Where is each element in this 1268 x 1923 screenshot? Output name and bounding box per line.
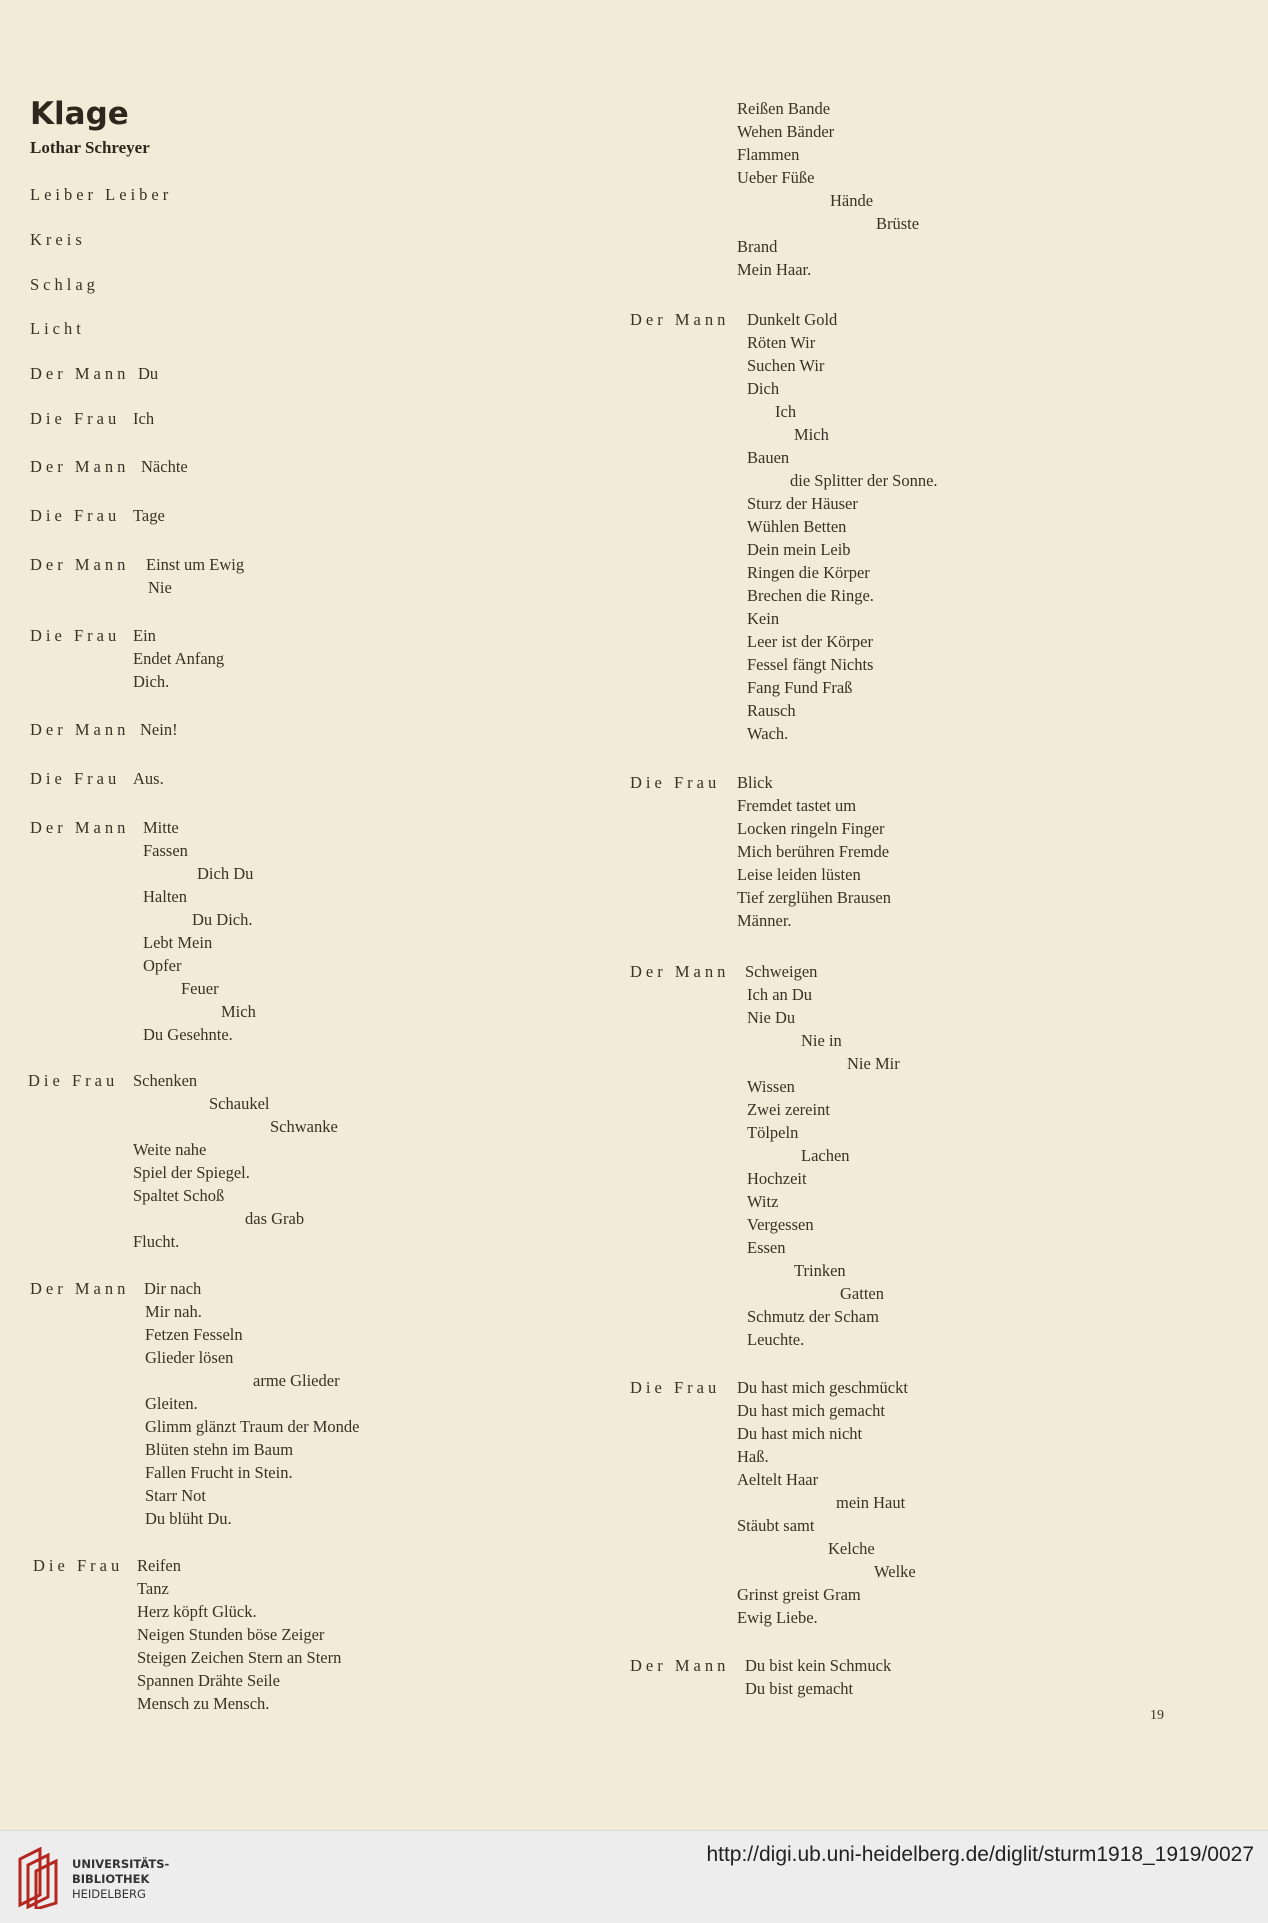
verse-line: Nie in bbox=[801, 1031, 842, 1050]
verse-line: Tief zerglühen Brausen bbox=[737, 888, 891, 907]
verse-line: Wach. bbox=[747, 724, 789, 743]
verse-line: Schmutz der Scham bbox=[747, 1307, 879, 1326]
verse-line: Mich berühren Fremde bbox=[737, 842, 890, 861]
verse-line: Fetzen Fesseln bbox=[145, 1325, 243, 1344]
verse-line: Kein bbox=[747, 609, 780, 628]
verse-line: Glieder lösen bbox=[145, 1348, 234, 1367]
verse-line: Fallen Frucht in Stein. bbox=[145, 1463, 293, 1482]
speaker-label: Die Frau bbox=[630, 1378, 721, 1397]
verse-line: Du Dich. bbox=[192, 910, 253, 929]
verse-line: Dein mein Leib bbox=[747, 540, 851, 559]
verse-line: Leuchte. bbox=[747, 1330, 805, 1349]
verse-line: Nein! bbox=[140, 720, 178, 739]
verse-line: Fassen bbox=[143, 841, 188, 860]
library-logo-icon bbox=[14, 1847, 66, 1909]
verse-line: Fremdet tastet um bbox=[737, 796, 857, 815]
verse-line: Ewig Liebe. bbox=[737, 1608, 818, 1627]
verse-line: Tage bbox=[133, 506, 165, 525]
speaker-label: Die Frau bbox=[30, 506, 121, 525]
verse-line: Herz köpft Glück. bbox=[137, 1602, 257, 1621]
verse-line: Feuer bbox=[181, 979, 219, 998]
verse-line: Aus. bbox=[133, 769, 164, 788]
verse-line: Licht bbox=[30, 319, 85, 338]
speaker-label: Der Mann bbox=[30, 1279, 130, 1298]
verse-line: mein Haut bbox=[836, 1493, 906, 1512]
verse-line: Du hast mich gemacht bbox=[737, 1401, 886, 1420]
verse-line: Trinken bbox=[794, 1261, 846, 1280]
verse-line: Dir nach bbox=[144, 1279, 202, 1298]
speaker-label: Der Mann bbox=[30, 457, 130, 476]
speaker-label: Der Mann bbox=[30, 364, 130, 383]
verse-line: Reißen Bande bbox=[737, 99, 831, 118]
verse-line: Mich bbox=[794, 425, 829, 444]
verse-line: Aeltelt Haar bbox=[737, 1470, 819, 1489]
verse-line: Steigen Zeichen Stern an Stern bbox=[137, 1648, 342, 1667]
verse-line: Endet Anfang bbox=[133, 649, 225, 668]
verse-line: Ich bbox=[133, 409, 155, 428]
verse-line: Du bist gemacht bbox=[745, 1679, 854, 1698]
verse-line: Fessel fängt Nichts bbox=[747, 655, 874, 674]
verse-line: Halten bbox=[143, 887, 187, 906]
speaker-label: Die Frau bbox=[28, 1071, 119, 1090]
library-name: UNIVERSITÄTS- BIBLIOTHEK HEIDELBERG bbox=[72, 1857, 170, 1901]
verse-line: Mensch zu Mensch. bbox=[137, 1694, 270, 1713]
verse-line: Schlag bbox=[30, 275, 99, 294]
verse-line: Brand bbox=[737, 237, 778, 256]
verse-line: Röten Wir bbox=[747, 333, 816, 352]
verse-line: Lebt Mein bbox=[143, 933, 213, 952]
verse-line: Spiel der Spiegel. bbox=[133, 1163, 250, 1182]
verse-line: Vergessen bbox=[747, 1215, 814, 1234]
verse-line: Welke bbox=[874, 1562, 916, 1581]
verse-line: Schenken bbox=[133, 1071, 198, 1090]
verse-line: Ueber Füße bbox=[737, 168, 815, 187]
verse-line: Reifen bbox=[137, 1556, 181, 1575]
verse-line: Männer. bbox=[737, 911, 792, 930]
verse-line: Dich Du bbox=[197, 864, 254, 883]
speaker-label: Der Mann bbox=[30, 818, 130, 837]
verse-line: Witz bbox=[747, 1192, 779, 1211]
source-url[interactable]: http://digi.ub.uni-heidelberg.de/diglit/sturm1918_1919/0027 bbox=[706, 1843, 1254, 1866]
verse-line: Opfer bbox=[143, 956, 182, 975]
verse-line: Fang Fund Fraß bbox=[747, 678, 853, 697]
verse-line: Ringen die Körper bbox=[747, 563, 870, 582]
verse-line: Ich bbox=[775, 402, 797, 421]
verse-line: Bauen bbox=[747, 448, 790, 467]
speaker-label: Die Frau bbox=[33, 1556, 124, 1575]
verse-line: Zwei zereint bbox=[747, 1100, 830, 1119]
speaker-label: Die Frau bbox=[30, 626, 121, 645]
verse-line: Glimm glänzt Traum der Monde bbox=[145, 1417, 360, 1436]
verse-line: Nie bbox=[148, 578, 172, 597]
verse-line: Flucht. bbox=[133, 1232, 180, 1251]
verse-line: Blick bbox=[737, 773, 773, 792]
speaker-label: Die Frau bbox=[30, 769, 121, 788]
verse-line: Hochzeit bbox=[747, 1169, 807, 1188]
poem-author: Lothar Schreyer bbox=[30, 138, 150, 157]
verse-line: Leiber Leiber bbox=[30, 185, 173, 204]
verse-line: Nie Du bbox=[747, 1008, 796, 1027]
verse-line: Brüste bbox=[876, 214, 920, 233]
verse-line: Blüten stehn im Baum bbox=[145, 1440, 294, 1459]
speaker-label: Der Mann bbox=[30, 555, 130, 574]
verse-line: Neigen Stunden böse Zeiger bbox=[137, 1625, 325, 1644]
verse-line: Ein bbox=[133, 626, 156, 645]
verse-line: das Grab bbox=[245, 1209, 305, 1228]
verse-line: Du bbox=[138, 364, 159, 383]
verse-line: Flammen bbox=[737, 145, 800, 164]
verse-line: Schaukel bbox=[209, 1094, 270, 1113]
verse-line: Gatten bbox=[840, 1284, 884, 1303]
verse-line: Haß. bbox=[737, 1447, 769, 1466]
page-number: 19 bbox=[1150, 1708, 1164, 1723]
verse-line: Nächte bbox=[141, 457, 188, 476]
verse-line: Leer ist der Körper bbox=[747, 632, 873, 651]
verse-line: Sturz der Häuser bbox=[747, 494, 858, 513]
verse-line: Hände bbox=[830, 191, 874, 210]
verse-line: Spannen Drähte Seile bbox=[137, 1671, 280, 1690]
verse-line: Einst um Ewig bbox=[146, 555, 245, 574]
speaker-label: Der Mann bbox=[630, 962, 730, 981]
speaker-label: Der Mann bbox=[630, 310, 730, 329]
verse-line: Kreis bbox=[30, 230, 86, 249]
verse-line: Ich an Du bbox=[747, 985, 813, 1004]
verse-line: Mitte bbox=[143, 818, 179, 837]
verse-line: Kelche bbox=[828, 1539, 875, 1558]
verse-line: Mein Haar. bbox=[737, 260, 812, 279]
verse-line: Du hast mich geschmückt bbox=[737, 1378, 908, 1397]
verse-line: arme Glieder bbox=[253, 1371, 340, 1390]
verse-line: Mir nah. bbox=[145, 1302, 202, 1321]
poem-title: Klage bbox=[30, 96, 129, 132]
speaker-label: Der Mann bbox=[630, 1656, 730, 1675]
verse-line: die Splitter der Sonne. bbox=[790, 471, 938, 490]
verse-line: Essen bbox=[747, 1238, 786, 1257]
verse-line: Du hast mich nicht bbox=[737, 1424, 863, 1443]
verse-line: Starr Not bbox=[145, 1486, 206, 1505]
verse-line: Wehen Bänder bbox=[737, 122, 835, 141]
verse-line: Nie Mir bbox=[847, 1054, 900, 1073]
verse-line: Grinst greist Gram bbox=[737, 1585, 861, 1604]
speaker-label: Der Mann bbox=[30, 720, 130, 739]
verse-line: Stäubt samt bbox=[737, 1516, 815, 1535]
verse-line: Brechen die Ringe. bbox=[747, 586, 874, 605]
verse-line: Dunkelt Gold bbox=[747, 310, 838, 329]
speaker-label: Die Frau bbox=[30, 409, 121, 428]
verse-line: Spaltet Schoß bbox=[133, 1186, 225, 1205]
verse-line: Dich. bbox=[133, 672, 170, 691]
verse-line: Tanz bbox=[137, 1579, 169, 1598]
verse-line: Suchen Wir bbox=[747, 356, 825, 375]
verse-line: Weite nahe bbox=[133, 1140, 207, 1159]
verse-line: Dich bbox=[747, 379, 780, 398]
verse-line: Wissen bbox=[747, 1077, 795, 1096]
verse-line: Du bist kein Schmuck bbox=[745, 1656, 892, 1675]
verse-line: Du blüht Du. bbox=[145, 1509, 232, 1528]
speaker-label: Die Frau bbox=[630, 773, 721, 792]
verse-line: Gleiten. bbox=[145, 1394, 198, 1413]
verse-line: Mich bbox=[221, 1002, 256, 1021]
verse-line: Du Gesehnte. bbox=[143, 1025, 233, 1044]
verse-line: Schwanke bbox=[270, 1117, 338, 1136]
verse-line: Schweigen bbox=[745, 962, 818, 981]
verse-line: Rausch bbox=[747, 701, 796, 720]
verse-line: Lachen bbox=[801, 1146, 850, 1165]
verse-line: Wühlen Betten bbox=[747, 517, 847, 536]
verse-line: Leise leiden lüsten bbox=[737, 865, 861, 884]
verse-line: Locken ringeln Finger bbox=[737, 819, 885, 838]
verse-line: Tölpeln bbox=[747, 1123, 799, 1142]
